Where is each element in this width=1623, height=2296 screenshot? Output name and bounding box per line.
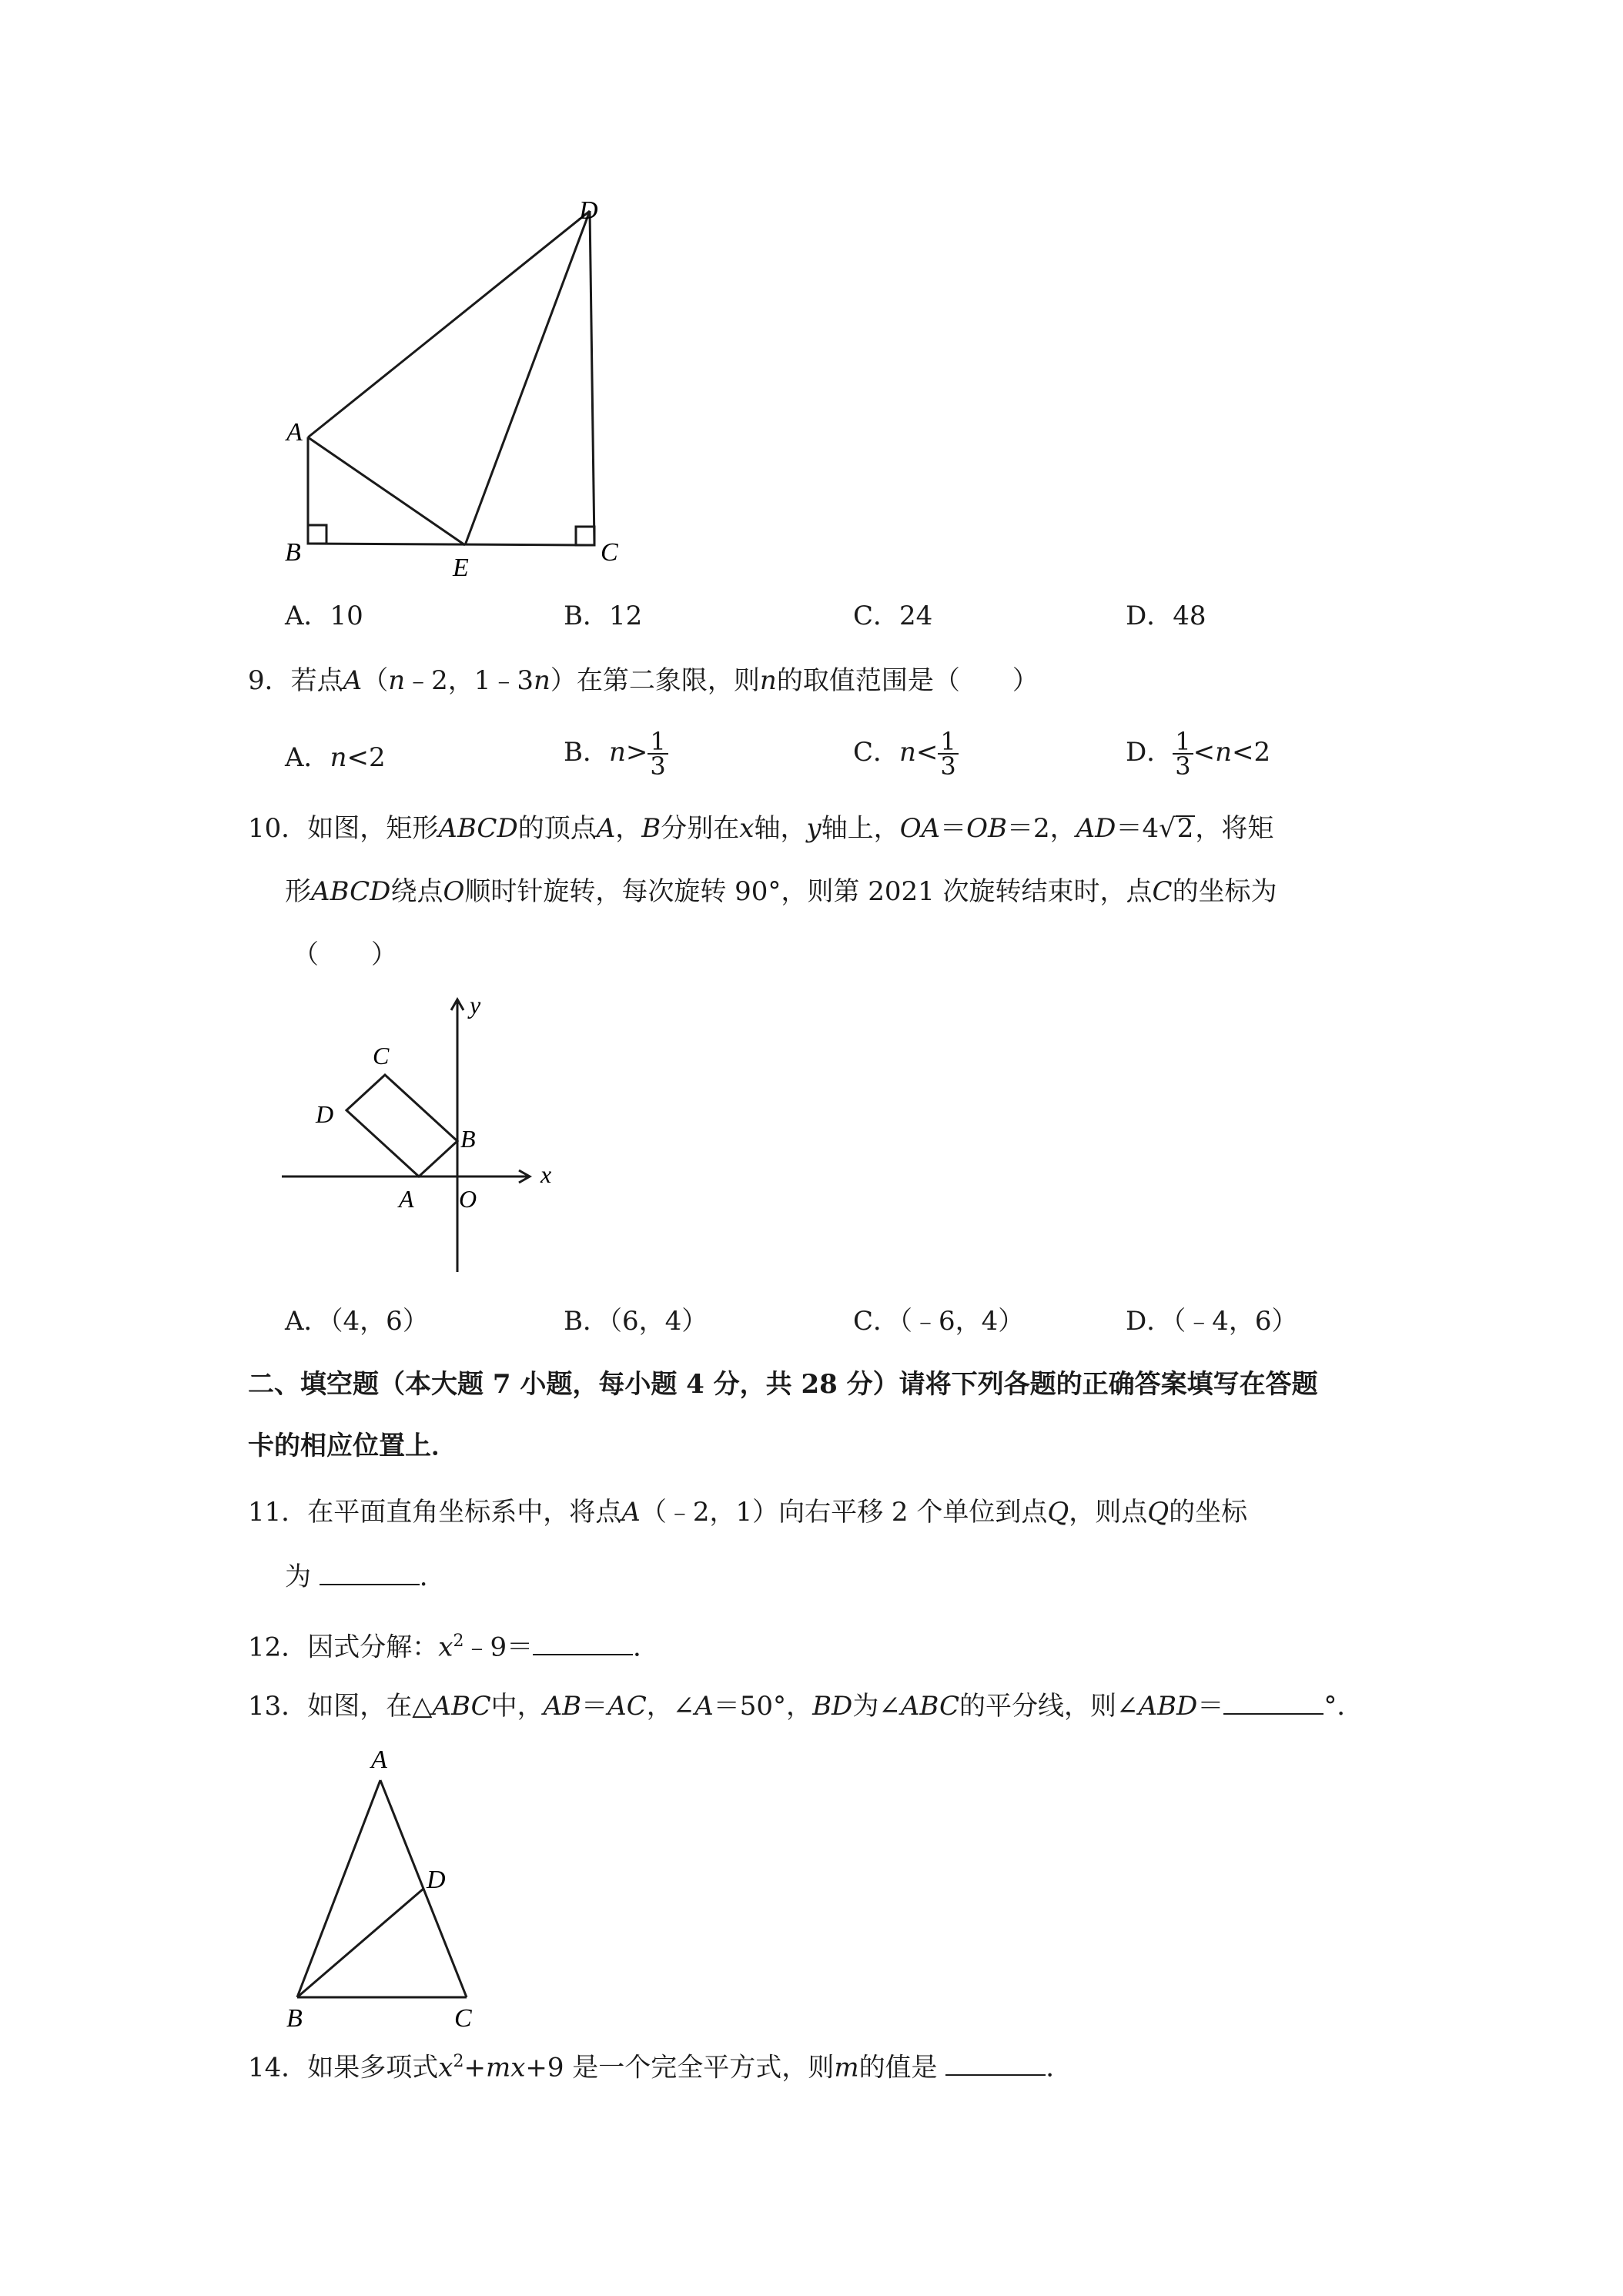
q10-option-b[interactable]: B．（6，4） bbox=[564, 1306, 708, 1337]
q10-label-x: x bbox=[540, 1160, 552, 1188]
q10-option-d[interactable]: D．（﹣4，6） bbox=[1126, 1306, 1298, 1337]
q11-answer-blank[interactable] bbox=[320, 1561, 420, 1585]
q10-number: 10． bbox=[248, 813, 308, 844]
q9-option-d[interactable]: D． $\frac{1}{3}$ <n<2 bbox=[1126, 727, 1271, 781]
sqrt-sign-icon: √ bbox=[1159, 813, 1176, 844]
q8-label-c: C bbox=[601, 538, 618, 567]
q10-answer-paren: （ ） bbox=[293, 939, 397, 970]
q8-label-a: A bbox=[286, 418, 303, 447]
q13-label-b: B bbox=[286, 2004, 303, 2033]
q11-line2: 为 ． bbox=[285, 1561, 446, 1592]
q9-option-c[interactable]: C．n< $\frac{1}{3}$ bbox=[853, 730, 959, 778]
q13-label-d: D bbox=[427, 1866, 446, 1894]
q9-option-b[interactable]: B．n> $\frac{1}{3}$ bbox=[564, 730, 668, 778]
q8-option-c[interactable]: C．24 bbox=[853, 601, 933, 631]
section2-heading-line1: 二、填空题（本大题 7 小题，每小题 4 分，共 28 分）请将下列各题的正确答案填写在答题 bbox=[248, 1369, 1318, 1400]
fraction-one-third: $\frac{1}{3}$ bbox=[1173, 730, 1193, 778]
q8-label-e: E bbox=[453, 554, 469, 582]
q10-label-b: B bbox=[460, 1125, 476, 1153]
q13-figure bbox=[282, 1740, 482, 2033]
q8-figure bbox=[277, 192, 639, 585]
q10-label-o: O bbox=[459, 1185, 477, 1213]
q12-answer-blank[interactable] bbox=[533, 1631, 633, 1655]
q10-option-c[interactable]: C．（﹣6，4） bbox=[853, 1306, 1025, 1337]
q8-label-d: D bbox=[579, 196, 598, 225]
q10-label-y: y bbox=[470, 991, 481, 1019]
q14-number: 14． bbox=[248, 2052, 308, 2083]
fraction-one-third: $\frac{1}{3}$ bbox=[648, 730, 668, 778]
q10-label-c: C bbox=[373, 1042, 390, 1069]
q8-option-d[interactable]: D．48 bbox=[1126, 601, 1206, 631]
q8-option-b[interactable]: B．12 bbox=[564, 601, 643, 631]
q12-line: 12．因式分解：$x^2﹣9=$ ． bbox=[248, 1632, 660, 1663]
q14-line: 14．如果多项式$x^2+mx+9$ 是一个完全平方式，则m的值是 ． bbox=[248, 2052, 1073, 2083]
q11-number: 11． bbox=[248, 1497, 308, 1528]
q8-label-b: B bbox=[285, 538, 301, 567]
q10-figure bbox=[282, 990, 567, 1283]
q8-option-a[interactable]: A．10 bbox=[285, 601, 363, 631]
q9-option-a[interactable]: A．n<2 bbox=[285, 742, 386, 773]
q10-option-a[interactable]: A．（4，6） bbox=[285, 1306, 429, 1337]
q10-line2: 形ABCD绕点O顺时针旋转，每次旋转 90°，则第 2021 次旋转结束时，点C的坐标为 bbox=[285, 876, 1277, 907]
q9-number: 9． bbox=[248, 665, 291, 696]
q10-line1: 10．如图，矩形ABCD的顶点A，B分别在x轴，y轴上，OA＝OB＝2，AD＝4√2，将矩 bbox=[248, 813, 1274, 844]
q10-label-d: D bbox=[316, 1100, 334, 1128]
q11-line1: 11．在平面直角坐标系中，将点A（﹣2，1）向右平移 2 个单位到点Q，则点Q的坐标 bbox=[248, 1497, 1248, 1528]
q13-label-a: A bbox=[371, 1745, 387, 1774]
q13-number: 13． bbox=[248, 1691, 308, 1722]
q13-label-c: C bbox=[454, 2004, 472, 2033]
q13-answer-blank[interactable] bbox=[1223, 1690, 1323, 1715]
q12-number: 12． bbox=[248, 1632, 308, 1663]
q13-line: 13．如图，在△ABC中，AB＝AC，∠A＝50°，BD为∠ABC的平分线，则∠ABD＝ °． bbox=[248, 1691, 1364, 1722]
fraction-one-third: $\frac{1}{3}$ bbox=[938, 730, 958, 778]
q9-stem: 9．若点A（n﹣2，1﹣3n）在第二象限，则n的取值范围是（ ） bbox=[248, 665, 1039, 696]
q14-answer-blank[interactable] bbox=[945, 2051, 1046, 2076]
q10-label-a: A bbox=[399, 1185, 414, 1213]
section2-heading-line2: 卡的相应位置上． bbox=[248, 1431, 457, 1461]
